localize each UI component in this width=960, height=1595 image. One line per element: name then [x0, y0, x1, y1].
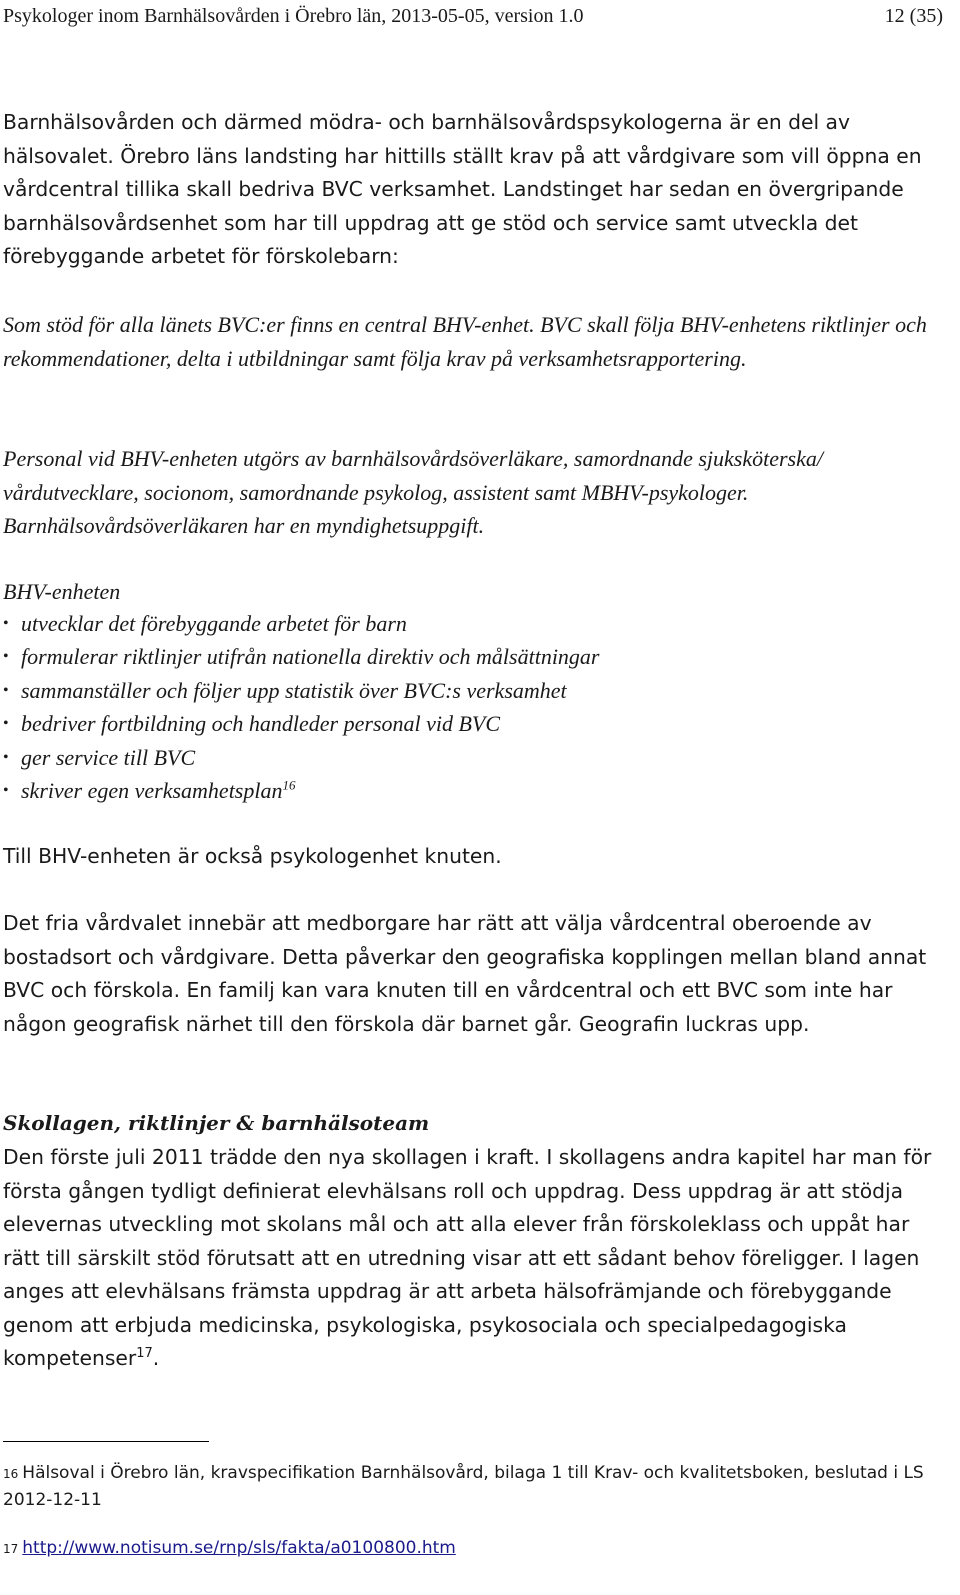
footnote-divider: [3, 1441, 209, 1442]
footnote-17: [3, 1535, 943, 1562]
paragraph-halsoval: Barnhälsovården och därmed mödra- och barnhälsovårdspsykologerna är en del av hälsovalet. Örebro läns landsting har hittills ställt krav på att vårdgivare som vill öppna en vårdcentral tillika skall bedriva BVC verksamhet. Landstinget har sedan en övergripande barnhälsovårdsenhet som har till uppdrag att ge stöd och service samt utveckla det förebyggande arbetet för förskolebarn:: [3, 110, 922, 268]
footnote-ref[interactable]: 16: [282, 777, 296, 793]
list-item: [3, 707, 943, 740]
header-title: Psykologer inom Barnhälsovården i Örebro län, 2013-05-05, version 1.0: [3, 5, 584, 27]
list-item-text: utvecklar det förebyggande arbetet för barn: [21, 611, 407, 636]
section-heading: Skollagen, riktlinjer & barnhälsoteam: [3, 1111, 430, 1135]
paragraph-psykologenhet: Till BHV-enheten är också psykologenhet knuten.: [3, 844, 502, 868]
list-item-text: skriver egen verksamhetsplan: [21, 778, 283, 804]
footnote-number: 17: [3, 1542, 19, 1556]
bullet-glyph: •: [3, 715, 9, 733]
list-item: [3, 741, 943, 774]
bullet-glyph: •: [3, 748, 9, 766]
bullet-glyph: •: [3, 782, 9, 800]
paragraph-fria-vardvalet: Det fria vårdvalet innebär att medborgare har rätt att välja vårdcentral oberoende av bostadsort och vårdgivare. Detta påverkar den geografiska kopplingen mellan bland annat BVC och förskola. En familj kan vara knuten till en vårdcentral och ett BVC som inte har någon geografisk närhet till den förskola där barnet går. Geografin luckras upp.: [3, 911, 927, 1036]
bullet-glyph: •: [3, 681, 9, 699]
list-item: [3, 640, 943, 673]
list-item-text: bedriver fortbildning och handleder personal vid BVC: [21, 711, 501, 737]
paragraph-skollagen: [3, 1141, 943, 1376]
footnote-link[interactable]: http://www.notisum.se/rnp/sls/fakta/a0100800.htm: [22, 1538, 456, 1558]
footnote-16: [3, 1460, 943, 1514]
paragraph-skollagen-text: Den förste juli 2011 trädde den nya skollagen i kraft. I skollagens andra kapitel har man för första gången tydligt definierat elevhälsans roll och uppdrag. Dess uppdrag är att stödja elevernas utveckling mot skolans mål och att alla elever från förskoleklass och uppåt har rätt till särskilt stöd förutsatt att en utredning visar att ett sådant behov föreligger. I lagen anges att elevhälsans främsta uppdrag är att arbeta hälsofrämjande och förebyggande genom att erbjuda medicinska, psykologiska, psykosociala och specialpedagogiska kompetenser: [3, 1145, 932, 1370]
page-header: [3, 4, 943, 28]
list-item: [3, 607, 943, 640]
list-item-text: sammanställer och följer upp statistik över BVC:s verksamhet: [21, 677, 567, 703]
bhv-task-list: [3, 607, 943, 807]
paragraph-end: .: [152, 1346, 160, 1370]
bhv-list-intro: BHV-enheten: [3, 579, 121, 604]
footnote-number: 16: [3, 1467, 19, 1481]
list-item-text: formulerar riktlinjer utifrån nationella direktiv och målsättningar: [21, 644, 600, 670]
footnote-text: Hälsoval i Örebro län, kravspecifikation Barnhälsovård, bilaga 1 till Krav- och kvalitetsboken, beslutad i LS 2012-12-11: [3, 1463, 924, 1510]
bullet-glyph: •: [3, 648, 9, 666]
list-item-text: ger service till BVC: [21, 744, 196, 770]
bullet-glyph: •: [3, 615, 9, 632]
list-item: [3, 774, 943, 807]
list-item: [3, 674, 943, 707]
paragraph-bhv-personal: Personal vid BHV-enheten utgörs av barnhälsovårdsöverläkare, samordnande sjuksköterska/ vårdutvecklare, socionom, samordnande psykolog, assistent samt MBHV-psykologer. Barnhälsovårdsöverläkaren har en myndighetsuppgift.: [3, 446, 823, 538]
paragraph-bhv-stod: Som stöd för alla länets BVC:er finns en central BHV-enhet. BVC skall följa BHV-enhetens riktlinjer och rekommendationer, delta i utbildningar samt följa krav på verksamhetsrapportering.: [3, 312, 927, 371]
page-number: 12 (35): [884, 5, 943, 27]
footnote-ref[interactable]: 17: [136, 1346, 153, 1362]
